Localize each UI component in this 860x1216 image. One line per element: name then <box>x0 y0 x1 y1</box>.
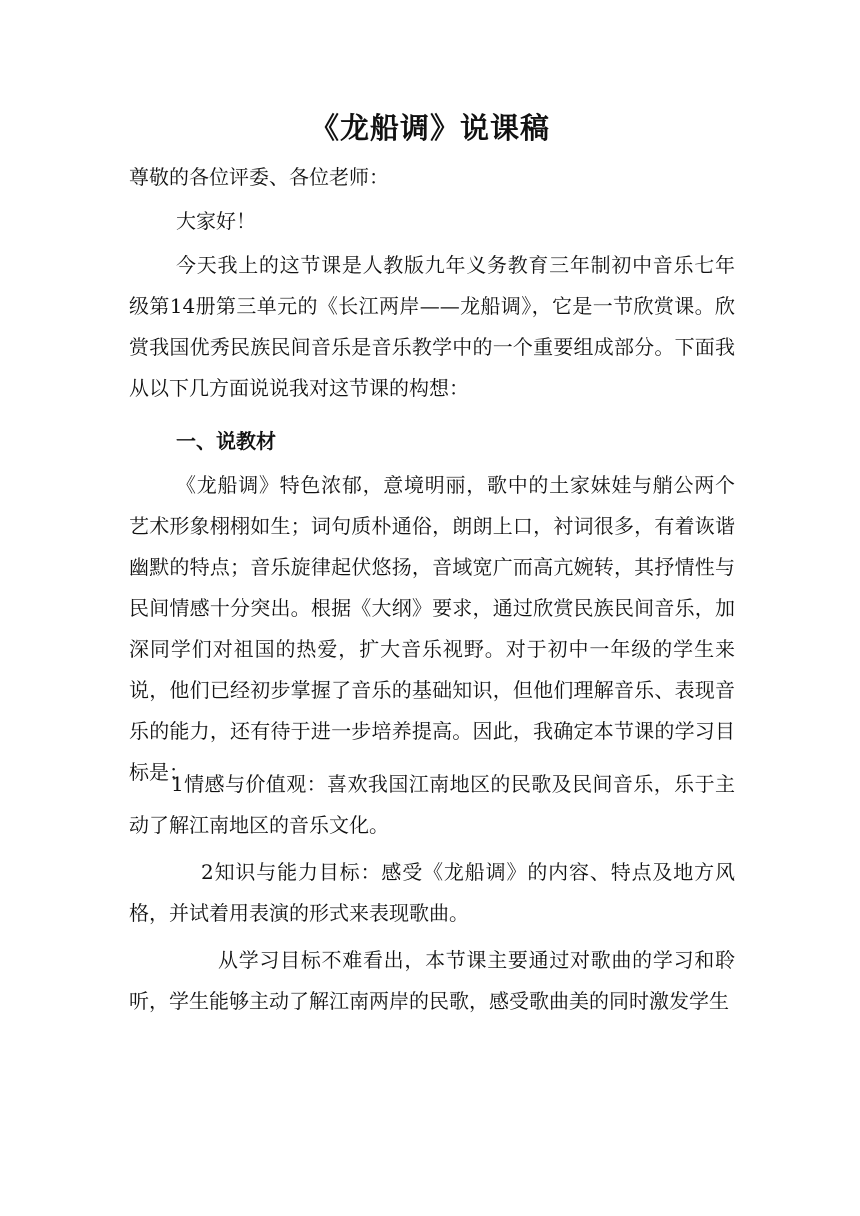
goal-item-2: 2知识与能力目标：感受《龙船调》的内容、特点及地方风格，并试着用表演的形式来表现歌曲。 <box>129 860 735 925</box>
intro-paragraph: 今天我上的这节课是人教版九年义务教育三年制初中音乐七年级第14册第三单元的《长江两岸——龙船调》，它是一节欣赏课。欣赏我国优秀民族民间音乐是音乐教学中的一个重要组成部分。下面我从以下几方面说说我对这节课的构想： <box>129 253 735 400</box>
closing-paragraph: 从学习目标不难看出，本节课主要通过对歌曲的学习和聆听，学生能够主动了解江南两岸的民歌，感受歌曲美的同时激发学生 <box>129 948 735 1013</box>
document-title: 《龙船调》说课稿 <box>309 111 550 145</box>
section-paragraph: 《龙船调》特色浓郁，意境明丽，歌中的土家妹娃与艄公两个艺术形象栩栩如生；词句质朴通俗，朗朗上口，衬词很多，有着诙谐幽默的特点；音乐旋律起伏悠扬，音域宽广而高亢婉转，其抒情性与民间情感十分突出。根据《大纲》要求，通过欣赏民族民间音乐，加深同学们对祖国的热爱，扩大音乐视野。对于初中一年级的学生来说，他们已经初步掌握了音乐的基础知识，但他们理解音乐、表现音乐的能力，还有待于进一步培养提高。因此，我确定本节课的学习目标是： <box>129 473 735 784</box>
salutation: 尊敬的各位评委、各位老师： <box>129 165 389 189</box>
section-heading: 一、说教材 <box>176 429 276 453</box>
greeting: 大家好！ <box>176 209 256 233</box>
goal-item-1: 1情感与价值观：喜欢我国江南地区的民歌及民间音乐，乐于主动了解江南地区的音乐文化。 <box>129 772 735 837</box>
